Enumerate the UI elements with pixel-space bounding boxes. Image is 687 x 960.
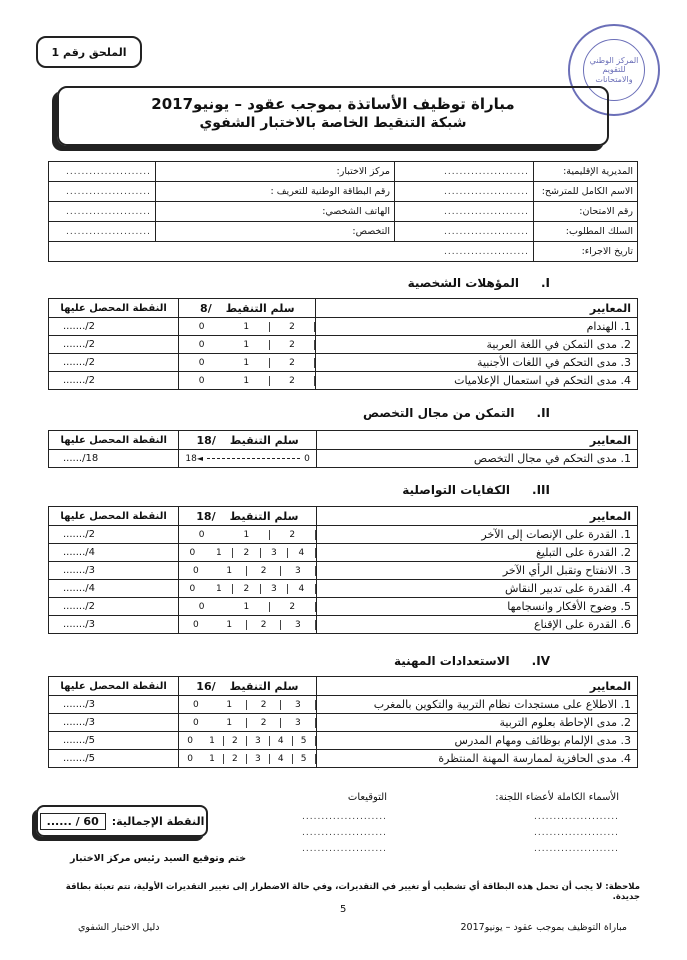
score-field[interactable]: 3/....... bbox=[49, 696, 179, 714]
section-number: IV. bbox=[531, 654, 550, 668]
table-row bbox=[49, 580, 638, 598]
table-row bbox=[49, 450, 638, 468]
criterion-label: 4. مدى التحكم في استعمال الإعلاميات bbox=[316, 372, 638, 390]
criterion-scale[interactable] bbox=[179, 450, 316, 468]
scale-option[interactable]: 0 bbox=[187, 735, 193, 746]
table-row bbox=[49, 526, 638, 544]
signature-line-2[interactable]: ...................... bbox=[302, 828, 387, 838]
phone-field[interactable]: ...................... bbox=[49, 202, 156, 222]
scale-option[interactable]: 3 bbox=[281, 566, 315, 576]
title-line-1: مباراة توظيف الأساتذة بموجب عقود – يونيو2017 bbox=[151, 95, 515, 113]
scale-option[interactable]: 0 bbox=[193, 565, 199, 576]
exam-number-label: رقم الامتحان: bbox=[534, 202, 638, 222]
scale-header-label: سلم التنقيط bbox=[229, 433, 299, 447]
phone-label: الهاتف الشخصي: bbox=[156, 202, 395, 222]
date-label: تاريخ الاجراء: bbox=[534, 242, 638, 262]
score-header: النقطة المحصل عليها bbox=[49, 431, 179, 450]
scale-option[interactable]: 1 bbox=[213, 566, 247, 576]
scale-option[interactable]: 2 bbox=[247, 700, 281, 710]
scale-option[interactable]: 4 bbox=[288, 584, 315, 594]
criterion-scale[interactable] bbox=[179, 336, 316, 354]
scale-header-label: سلم التنقيط bbox=[229, 679, 299, 693]
criterion-scale[interactable] bbox=[179, 616, 316, 634]
table-row bbox=[49, 544, 638, 562]
criterion-label: 1. الهندام bbox=[316, 318, 638, 336]
exam-center-field[interactable]: ...................... bbox=[49, 162, 156, 182]
specialty-field[interactable]: ...................... bbox=[49, 222, 156, 242]
scale-option[interactable]: 0 bbox=[192, 717, 199, 728]
signature-line-3[interactable]: ...................... bbox=[302, 844, 387, 854]
section-max: /18 bbox=[196, 509, 216, 523]
scale-option[interactable]: 3 bbox=[281, 718, 315, 728]
criteria-header: المعايير bbox=[316, 431, 637, 450]
scale-min: 0 bbox=[304, 453, 310, 464]
fullname-label: الاسم الكامل للمترشح: bbox=[534, 182, 638, 202]
score-field[interactable]: 2/....... bbox=[49, 336, 179, 354]
annex-label: الملحق رقم 1 bbox=[36, 36, 142, 68]
scale-option[interactable]: 0 bbox=[198, 339, 205, 350]
title-line-2: شبكة التنقيط الخاصة بالاختبار الشفوي bbox=[199, 115, 467, 131]
scale-option[interactable]: 3 bbox=[247, 754, 270, 764]
stamp-text: المركز الوطني للتقويم والامتحانات bbox=[583, 39, 645, 101]
criterion-scale[interactable] bbox=[179, 354, 316, 372]
scale-option[interactable]: 2 bbox=[270, 340, 316, 350]
scale-option[interactable]: 2 bbox=[270, 376, 316, 386]
criterion-label: 1. الاطلاع على مستجدات نظام التربية والتكوين بالمغرب bbox=[316, 696, 637, 714]
scale-option[interactable]: 1 bbox=[213, 718, 247, 728]
section-title-1 bbox=[408, 276, 550, 290]
score-field[interactable]: 5/....... bbox=[49, 750, 179, 768]
signatures-label: التوقيعات bbox=[347, 792, 387, 803]
scale-option[interactable]: 2 bbox=[247, 566, 281, 576]
criterion-label: 4. مدى الحافزية لممارسة المهنة المنتظرة bbox=[316, 750, 637, 768]
signature-line-1[interactable]: ...................... bbox=[302, 812, 387, 822]
score-field[interactable]: 3/....... bbox=[49, 562, 179, 580]
criterion-scale[interactable] bbox=[179, 544, 316, 562]
section-max: /16 bbox=[196, 679, 216, 693]
note-text: ملاحظة: لا يجب أن تحمل هذه البطاقة أي تشطيب أو تغيير في التقديرات، وفي حالة الاضطرار إلى تغيير التقديرات الأولية، تتم تعبئة بطاقة جديدة. bbox=[65, 882, 640, 902]
section-max: /18 bbox=[196, 433, 216, 447]
scale-max: 18 bbox=[185, 453, 197, 464]
score-header: النقطة المحصل عليها bbox=[49, 299, 179, 318]
criteria-header: المعايير bbox=[316, 507, 637, 526]
criteria-header: المعايير bbox=[316, 299, 638, 318]
regional-label: المديرية الإقليمية: bbox=[534, 162, 638, 182]
table-row bbox=[49, 750, 638, 768]
section-title-4 bbox=[394, 654, 550, 668]
scale-header bbox=[179, 299, 316, 318]
criterion-label: 2. القدرة على التبليغ bbox=[316, 544, 637, 562]
scale-header bbox=[179, 677, 316, 696]
score-header: النقطة المحصل عليها bbox=[49, 507, 179, 526]
criterion-label: 1. مدى التحكم في مجال التخصص bbox=[316, 450, 637, 468]
score-field[interactable]: 3/....... bbox=[49, 714, 179, 732]
scale-option[interactable]: 1 bbox=[224, 376, 270, 386]
section-number: III. bbox=[532, 483, 550, 497]
national-id-label: رقم البطاقة الوطنية للتعريف : bbox=[156, 182, 395, 202]
score-field[interactable]: 2/....... bbox=[49, 354, 179, 372]
fullname-field[interactable]: ...................... bbox=[395, 182, 534, 202]
score-field[interactable]: 2/....... bbox=[49, 526, 179, 544]
scale-header-label: سلم التنقيط bbox=[229, 509, 299, 523]
criteria-table-4 bbox=[48, 676, 638, 768]
scale-option[interactable]: 4 bbox=[270, 754, 293, 764]
criterion-scale[interactable] bbox=[179, 598, 316, 616]
scale-option[interactable]: 1 bbox=[206, 548, 233, 558]
scale-option[interactable]: 1 bbox=[206, 584, 233, 594]
scale-option[interactable]: 2 bbox=[247, 718, 281, 728]
scale-option[interactable]: 3 bbox=[281, 620, 315, 630]
scale-option[interactable]: 0 bbox=[198, 321, 205, 332]
section-number: I. bbox=[540, 276, 550, 290]
scale-option[interactable]: 2 bbox=[224, 754, 247, 764]
scale-option[interactable]: 0 bbox=[189, 547, 196, 558]
table-row bbox=[49, 354, 638, 372]
scale-option[interactable]: 0 bbox=[193, 619, 199, 630]
scale-option[interactable]: 0 bbox=[198, 375, 205, 386]
scale-option[interactable]: 1 bbox=[224, 602, 270, 612]
specialty-label: التخصص: bbox=[156, 222, 395, 242]
section-number: II. bbox=[536, 406, 550, 420]
scale-option[interactable]: 2 bbox=[270, 358, 316, 368]
score-field[interactable]: 2/....... bbox=[49, 318, 179, 336]
criterion-label: 6. القدرة على الإقناع bbox=[316, 616, 637, 634]
score-field[interactable]: 4/....... bbox=[49, 544, 179, 562]
scale-header bbox=[179, 431, 316, 450]
criterion-label: 5. وضوح الأفكار وانسجامها bbox=[316, 598, 637, 616]
scale-option[interactable]: 3 bbox=[261, 548, 288, 558]
criterion-scale[interactable] bbox=[179, 562, 316, 580]
scale-option[interactable]: 1 bbox=[224, 530, 270, 540]
regional-field[interactable]: ...................... bbox=[395, 162, 534, 182]
criterion-label: 4. القدرة على تدبير النقاش bbox=[316, 580, 637, 598]
criteria-table-1 bbox=[48, 298, 638, 390]
committee-line-1[interactable]: ...................... bbox=[534, 812, 619, 822]
scale-option[interactable]: 2 bbox=[270, 602, 316, 612]
exam-number-field[interactable]: ...................... bbox=[395, 202, 534, 222]
section-title-text: الكفايات التواصلية bbox=[402, 483, 511, 497]
total-score-box bbox=[36, 805, 208, 837]
cadre-label: السلك المطلوب: bbox=[534, 222, 638, 242]
footer-left: دليل الاختبار الشفوي bbox=[78, 922, 160, 933]
table-row bbox=[49, 598, 638, 616]
score-field[interactable]: 2/....... bbox=[49, 372, 179, 390]
criterion-label: 2. مدى الإحاطة بعلوم التربية bbox=[316, 714, 637, 732]
date-field[interactable]: ...................... bbox=[49, 242, 534, 262]
score-field[interactable]: 18/...... bbox=[49, 450, 179, 468]
scale-option[interactable]: 5 bbox=[293, 754, 316, 764]
scale-option[interactable]: 2 bbox=[247, 620, 281, 630]
total-label: النقطة الإجمالية: bbox=[111, 814, 205, 828]
score-field[interactable]: 4/....... bbox=[49, 580, 179, 598]
candidate-info-table bbox=[48, 161, 638, 262]
section-title-2 bbox=[363, 406, 550, 420]
score-field[interactable]: 2/....... bbox=[49, 598, 179, 616]
scale-option[interactable]: 1 bbox=[201, 754, 224, 764]
scale-option[interactable]: 0 bbox=[198, 357, 205, 368]
stamp-sign-label: ختم وتوقيع السيد رئيس مركز الاختبار bbox=[70, 853, 247, 864]
committee-names-label: الأسماء الكاملة لأعضاء اللجنة: bbox=[495, 792, 619, 803]
scale-header-label: سلم التنقيط bbox=[225, 301, 295, 315]
criterion-scale[interactable] bbox=[179, 732, 316, 750]
cadre-field[interactable]: ...................... bbox=[395, 222, 534, 242]
scale-option[interactable]: 4 bbox=[288, 548, 315, 558]
scale-option[interactable]: 5 bbox=[293, 736, 316, 746]
criterion-scale[interactable] bbox=[179, 318, 316, 336]
scale-option[interactable]: 0 bbox=[189, 583, 196, 594]
scale-option[interactable]: 1 bbox=[201, 736, 224, 746]
criterion-scale[interactable] bbox=[179, 696, 316, 714]
scale-option[interactable]: 2 bbox=[270, 322, 316, 332]
scale-option[interactable]: 1 bbox=[224, 322, 270, 332]
scale-option[interactable]: 0 bbox=[198, 601, 205, 612]
criterion-scale[interactable] bbox=[179, 714, 316, 732]
criterion-label: 3. مدى الإلمام بوظائف ومهام المدرس bbox=[316, 732, 637, 750]
page-number: 5 bbox=[340, 904, 347, 915]
national-id-field[interactable]: ...................... bbox=[49, 182, 156, 202]
scale-option[interactable]: 3 bbox=[247, 736, 270, 746]
scale-option[interactable]: 1 bbox=[224, 358, 270, 368]
scale-option[interactable]: 2 bbox=[224, 736, 247, 746]
section-title-text: الاستعدادات المهنية bbox=[393, 654, 510, 668]
total-value[interactable]: 60 / ...... bbox=[40, 813, 106, 830]
scale-option[interactable]: 0 bbox=[187, 753, 193, 764]
criterion-scale[interactable] bbox=[179, 750, 316, 768]
table-row bbox=[49, 616, 638, 634]
committee-line-2[interactable]: ...................... bbox=[534, 828, 619, 838]
table-row bbox=[49, 696, 638, 714]
criterion-label: 2. مدى التمكن في اللغة العربية bbox=[316, 336, 638, 354]
criterion-label: 3. مدى التحكم في اللغات الأجنبية bbox=[316, 354, 638, 372]
criteria-table-2 bbox=[48, 430, 638, 468]
table-row bbox=[49, 732, 638, 750]
scale-header bbox=[179, 507, 316, 526]
section-title-3 bbox=[402, 483, 550, 497]
table-row bbox=[49, 562, 638, 580]
footer-right: مباراة التوظيف بموجب عقود – يونيو2017 bbox=[460, 922, 627, 933]
scale-option[interactable]: 3 bbox=[261, 584, 288, 594]
criterion-scale[interactable] bbox=[179, 526, 316, 544]
criteria-header: المعايير bbox=[316, 677, 637, 696]
scale-option[interactable]: 2 bbox=[233, 584, 260, 594]
scale-option[interactable]: 2 bbox=[270, 530, 316, 540]
arrow-line bbox=[207, 458, 300, 459]
committee-line-3[interactable]: ...................... bbox=[534, 844, 619, 854]
section-title-text: المؤهلات الشخصية bbox=[407, 276, 519, 290]
exam-center-label: مركز الاختبار: bbox=[156, 162, 395, 182]
criterion-scale[interactable] bbox=[179, 580, 316, 598]
section-max: /8 bbox=[200, 301, 212, 315]
scale-option[interactable]: 1 bbox=[213, 700, 247, 710]
score-field[interactable]: 3/....... bbox=[49, 616, 179, 634]
scale-option[interactable]: 0 bbox=[192, 699, 199, 710]
arrow-left-icon: ◄ bbox=[196, 454, 203, 463]
scale-option[interactable]: 1 bbox=[224, 340, 270, 350]
criterion-label: 1. القدرة على الإنصات إلى الآخر bbox=[316, 526, 637, 544]
scale-option[interactable]: 1 bbox=[213, 620, 247, 630]
scale-option[interactable]: 4 bbox=[270, 736, 293, 746]
criteria-table-3 bbox=[48, 506, 638, 634]
scale-option[interactable]: 0 bbox=[198, 529, 205, 540]
score-field[interactable]: 5/....... bbox=[49, 732, 179, 750]
table-row bbox=[49, 714, 638, 732]
score-header: النقطة المحصل عليها bbox=[49, 677, 179, 696]
criterion-scale[interactable] bbox=[179, 372, 316, 390]
section-title-text: التمكن من مجال التخصص bbox=[363, 406, 515, 420]
table-row bbox=[49, 318, 638, 336]
criterion-label: 3. الانفتاح وتقبل الرأي الآخر bbox=[316, 562, 637, 580]
table-row bbox=[49, 336, 638, 354]
scale-option[interactable]: 3 bbox=[281, 700, 315, 710]
title-box bbox=[57, 86, 609, 146]
table-row bbox=[49, 372, 638, 390]
scale-option[interactable]: 2 bbox=[233, 548, 260, 558]
